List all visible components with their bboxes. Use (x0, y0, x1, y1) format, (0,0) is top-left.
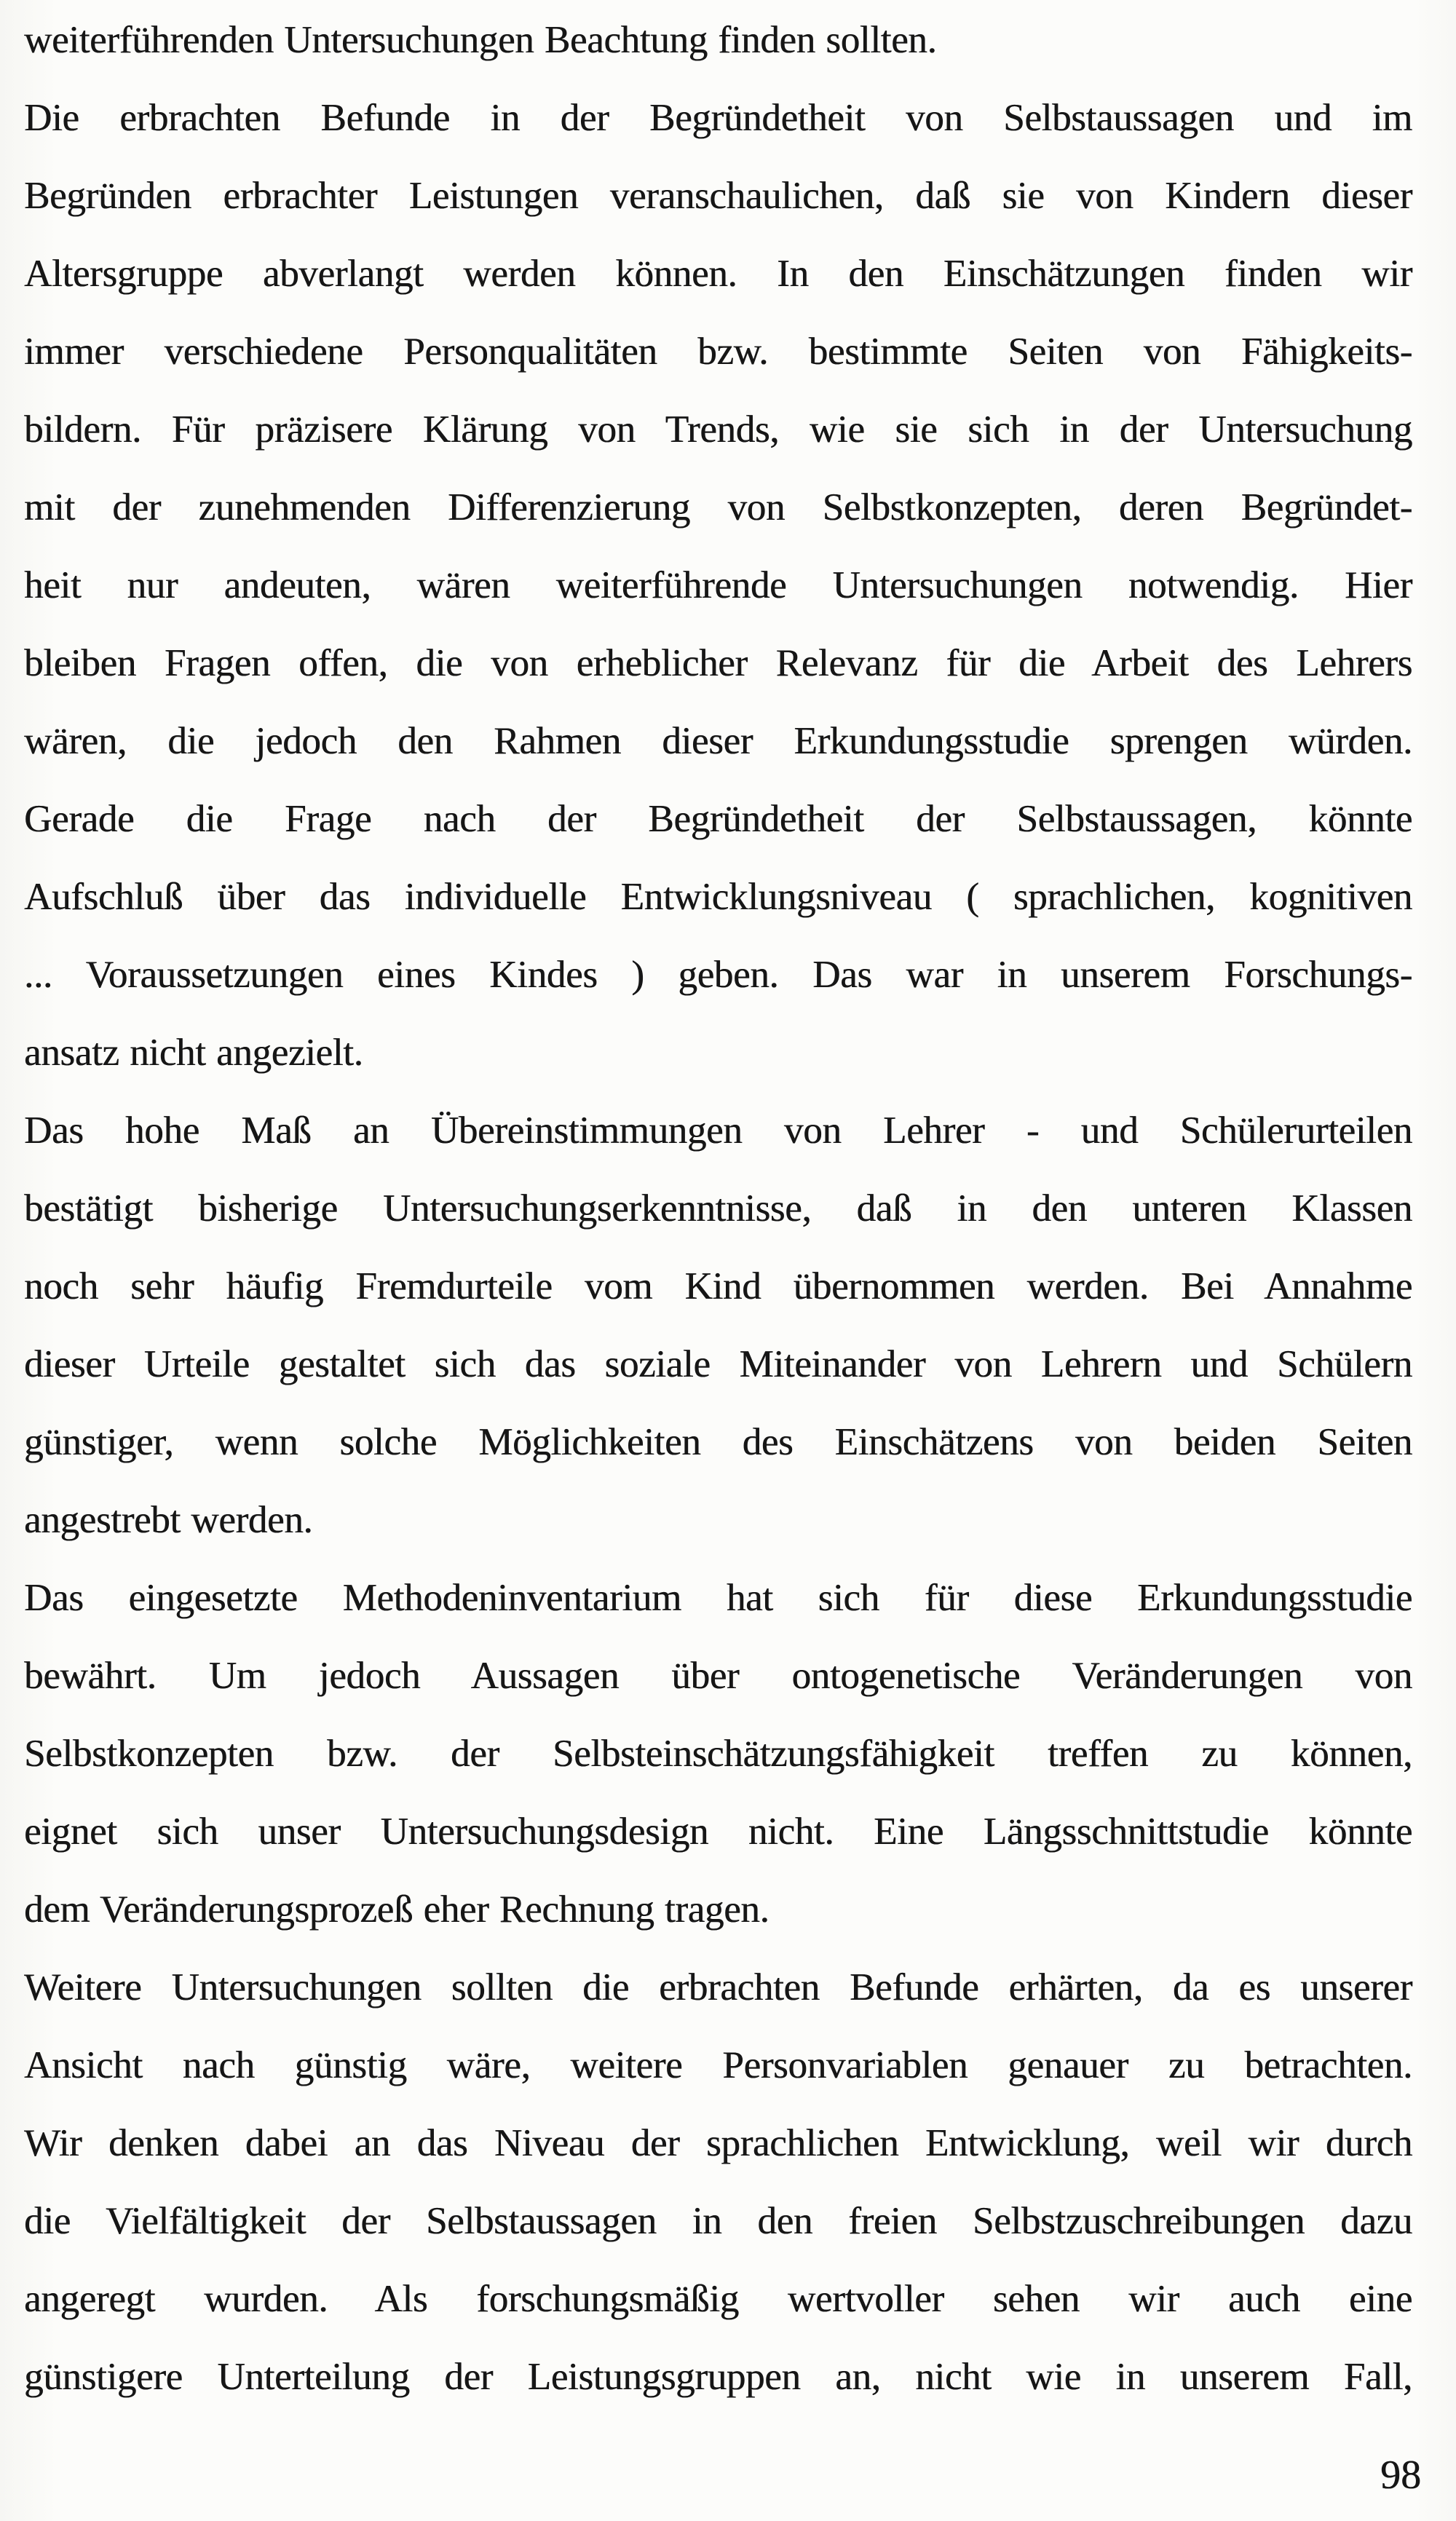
text-line: bestätigt bisherige Untersuchungserkenntnisse, daß in den unteren Klassen (24, 1187, 1412, 1230)
text-line: bleiben Fragen offen, die von erheblicher Relevanz für die Arbeit des Lehrers (24, 642, 1412, 684)
text-line: Gerade die Frage nach der Begründetheit der Selbstaussagen, könnte (24, 798, 1412, 840)
text-line: Wir denken dabei an das Niveau der sprachlichen Entwicklung, weil wir durch (24, 2122, 1412, 2164)
text-line: heit nur andeuten, wären weiterführende Untersuchungen notwendig. Hier (24, 564, 1412, 606)
text-line: Begründen erbrachter Leistungen veranschaulichen, daß sie von Kindern dieser (24, 175, 1412, 217)
text-line: ... Voraussetzungen eines Kindes ) geben. Das war in unserem Forschungs- (24, 954, 1412, 996)
text-line: Aufschluß über das individuelle Entwicklungsniveau ( sprachlichen, kognitiven (24, 876, 1412, 918)
text-block (24, 1, 1412, 2416)
page-number: 98 (1380, 2453, 1421, 2498)
text-line: dieser Urteile gestaltet sich das soziale Miteinander von Lehrern und Schülern (24, 1343, 1412, 1385)
text-line: dem Veränderungsprozeß eher Rechnung tragen. (24, 1888, 769, 1931)
paragraph (24, 1949, 1412, 2416)
text-line: Ansicht nach günstig wäre, weitere Personvariablen genauer zu betrachten. (24, 2044, 1412, 2086)
paragraph (24, 1092, 1412, 1559)
text-line: angestrebt werden. (24, 1499, 313, 1541)
text-line: ansatz nicht angezielt. (24, 1032, 363, 1074)
text-line: bewährt. Um jedoch Aussagen über ontogenetische Veränderungen von (24, 1655, 1412, 1697)
text-line: günstiger, wenn solche Möglichkeiten des Einschätzens von beiden Seiten (24, 1421, 1412, 1463)
text-line: Die erbrachten Befunde in der Begründetheit von Selbstaussagen und im (24, 97, 1412, 139)
text-line: wären, die jedoch den Rahmen dieser Erkundungsstudie sprengen würden. (24, 720, 1412, 762)
text-line: Altersgruppe abverlangt werden können. In den Einschätzungen finden wir (24, 253, 1412, 295)
text-line: noch sehr häufig Fremdurteile vom Kind übernommen werden. Bei Annahme (24, 1265, 1412, 1307)
paragraph (24, 1559, 1412, 1949)
text-line: weiterführenden Untersuchungen Beachtung finden sollten. (24, 19, 937, 61)
text-line: die Vielfältigkeit der Selbstaussagen in den freien Selbstzuschreibungen dazu (24, 2200, 1412, 2242)
text-line: Das hohe Maß an Übereinstimmungen von Lehrer - und Schülerurteilen (24, 1109, 1412, 1152)
text-line: bildern. Für präzisere Klärung von Trends, wie sie sich in der Untersuchung (24, 408, 1412, 451)
paragraph (24, 1, 1412, 79)
text-line: angeregt wurden. Als forschungsmäßig wertvoller sehen wir auch eine (24, 2278, 1412, 2320)
text-line: Weitere Untersuchungen sollten die erbrachten Befunde erhärten, da es unserer (24, 1966, 1412, 2009)
text-line: mit der zunehmenden Differenzierung von Selbstkonzepten, deren Begründet- (24, 486, 1412, 529)
text-line: immer verschiedene Personqualitäten bzw. bestimmte Seiten von Fähigkeits- (24, 331, 1412, 373)
text-line: eignet sich unser Untersuchungsdesign nicht. Eine Längsschnittstudie könnte (24, 1810, 1412, 1853)
text-line: günstigere Unterteilung der Leistungsgruppen an, nicht wie in unserem Fall, (24, 2356, 1412, 2398)
text-line: Das eingesetzte Methodeninventarium hat sich für diese Erkundungsstudie (24, 1577, 1412, 1619)
text-line: Selbstkonzepten bzw. der Selbsteinschätzungsfähigkeit treffen zu können, (24, 1733, 1412, 1775)
paragraph (24, 79, 1412, 1092)
